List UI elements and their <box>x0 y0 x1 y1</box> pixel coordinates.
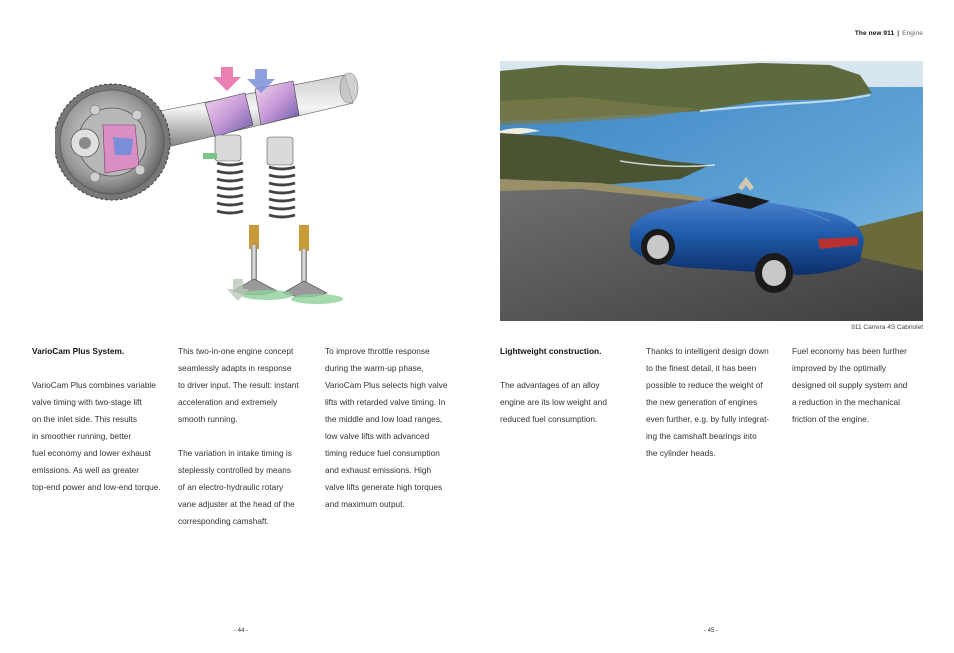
coastal-road-scene <box>500 61 923 321</box>
body-line: vane adjuster at the head of the <box>178 499 295 509</box>
body-line: VarioCam Plus combines variable <box>32 380 156 390</box>
right-column-2 <box>646 343 786 462</box>
body-line: smooth running. <box>178 414 238 424</box>
header-separator: | <box>897 30 900 37</box>
body-line: reduced fuel consumption. <box>500 414 598 424</box>
body-line: timing reduce fuel consumption <box>325 448 440 458</box>
right-column-1 <box>500 343 640 428</box>
body-line: To improve throttle response <box>325 346 430 356</box>
header-section: Engine <box>902 30 923 37</box>
running-header <box>855 30 923 37</box>
body-line: steplessly controlled by means <box>178 465 291 475</box>
section-heading-variocam: VarioCam Plus System. <box>32 346 125 356</box>
body-line: emissions. As well as greater <box>32 465 139 475</box>
body-line: Fuel economy has been further <box>792 346 907 356</box>
body-line: the cylinder heads. <box>646 448 716 458</box>
body-line: even further, e.g. by fully integrat- <box>646 414 770 424</box>
photo-caption: 911 Carrera 4S Cabriolet <box>851 324 923 331</box>
body-line: The variation in intake timing is <box>178 448 292 458</box>
sprocket-gear <box>55 84 170 200</box>
body-line: ing the camshaft bearings into <box>646 431 757 441</box>
left-column-3 <box>325 343 465 513</box>
body-line: This two-in-one engine concept <box>178 346 294 356</box>
body-line: lifts with retarded valve timing. In <box>325 397 446 407</box>
valve-spring-right <box>269 167 295 217</box>
body-line: a reduction in the mechanical <box>792 397 900 407</box>
body-line: top-end power and low-end torque. <box>32 482 161 492</box>
camshaft-valve-drawing <box>55 55 365 310</box>
body-line: to the finest detail, it has been <box>646 363 757 373</box>
body-line: fuel economy and lower exhaust <box>32 448 151 458</box>
page-number-left: - 44 - <box>234 628 249 634</box>
body-line: designed oil supply system and <box>792 380 908 390</box>
header-title: The new 911 <box>854 30 895 37</box>
body-line: friction of the engine. <box>792 414 870 424</box>
left-column-2 <box>178 343 318 530</box>
body-line: The advantages of an alloy <box>500 380 600 390</box>
body-line: to driver input. The result: instant <box>178 380 299 390</box>
body-line: possible to reduce the weight of <box>646 380 763 390</box>
body-line: in smoother running, better <box>32 431 132 441</box>
body-line: corresponding camshaft. <box>178 516 269 526</box>
carrera-cabriolet-photo <box>500 61 923 321</box>
body-line: on the inlet side. This results <box>32 414 137 424</box>
body-line: and maximum output. <box>325 499 405 509</box>
body-line: Thanks to intelligent design down <box>646 346 769 356</box>
body-line: valve timing with two-stage lift <box>32 397 142 407</box>
intake-arrow-pink <box>213 67 241 91</box>
valve-spring-left <box>217 163 243 213</box>
body-line: low valve lifts with advanced <box>325 431 430 441</box>
body-line: engine are its low weight and <box>500 397 608 407</box>
section-heading-lightweight: Lightweight construction. <box>500 346 602 356</box>
body-line: and exhaust emissions. High <box>325 465 432 475</box>
left-column-1 <box>32 343 172 496</box>
right-column-3 <box>792 343 932 428</box>
variocam-engine-illustration <box>55 55 365 310</box>
body-line: acceleration and extremely <box>178 397 278 407</box>
body-line: valve lifts generate high torques <box>325 482 443 492</box>
body-line: of an electro-hydraulic rotary <box>178 482 284 492</box>
body-line: the middle and low load ranges, <box>325 414 443 424</box>
body-line: seamlessly adapts in response <box>178 363 292 373</box>
page-number-right: - 45 - <box>704 628 719 634</box>
body-line: during the warm-up phase, <box>325 363 424 373</box>
body-line: improved by the optimally <box>792 363 887 373</box>
body-line: the new generation of engines <box>646 397 758 407</box>
body-line: VarioCam Plus selects high valve <box>325 380 448 390</box>
